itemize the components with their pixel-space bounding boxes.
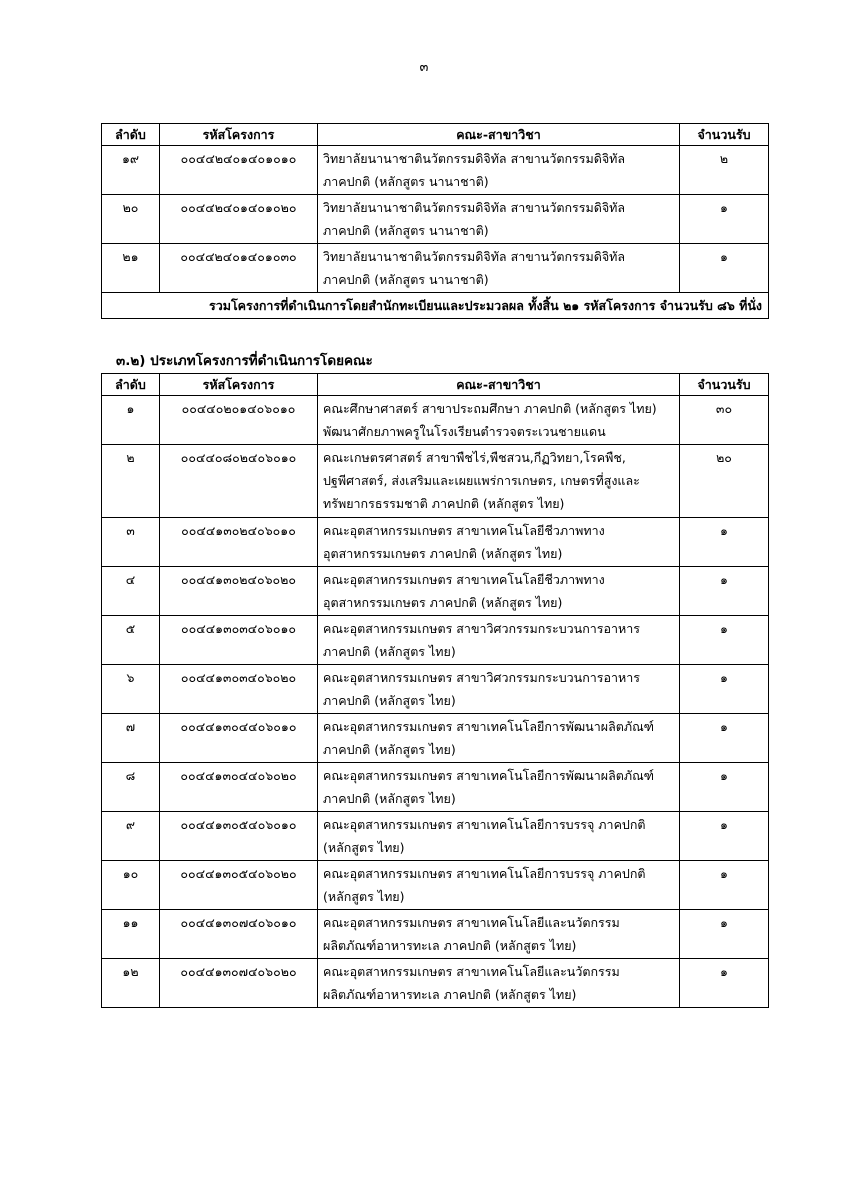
table-row <box>102 812 769 861</box>
description-line: คณะอุตสาหกรรมเกษตร สาขาเทคโนโลยีการบรรจุ ภาคปกติ <box>323 866 646 881</box>
description-line: ผลิตภัณฑ์อาหารทะเล ภาคปกติ (หลักสูตร ไทย) <box>323 987 577 1002</box>
row-seats: ๑ <box>680 763 769 812</box>
description-line: คณะอุตสาหกรรมเกษตร สาขาเทคโนโลยีและนวัตกรรม <box>323 964 620 979</box>
table-row <box>102 146 769 195</box>
row-order: ๒๐ <box>102 195 160 244</box>
header-faculty-major: คณะ-สาขาวิชา <box>318 124 680 146</box>
row-seats: ๑ <box>680 910 769 959</box>
row-order: ๘ <box>102 763 160 812</box>
table-row <box>102 665 769 714</box>
description-line: ทรัพยากรธรรมชาติ ภาคปกติ (หลักสูตร ไทย) <box>323 496 565 511</box>
row-order: ๑๙ <box>102 146 160 195</box>
total-summary: รวมโครงการที่ดำเนินการโดยสำนักทะเบียนและประมวลผล ทั้งสิ้น ๒๑ รหัสโครงการ จำนวนรับ ๘๖ ที่นั่ง <box>102 293 769 319</box>
description-line: อุตสาหกรรมเกษตร ภาคปกติ (หลักสูตร ไทย) <box>323 595 563 610</box>
table-row <box>102 763 769 812</box>
row-project-code: ๐๐๔๔๑๓๐๒๔๐๖๐๒๐ <box>160 567 318 616</box>
description-line: คณะอุตสาหกรรมเกษตร สาขาเทคโนโลยีการบรรจุ ภาคปกติ <box>323 817 646 832</box>
row-seats: ๑ <box>680 959 769 1008</box>
row-project-code: ๐๐๔๔๒๔๐๑๔๐๑๐๑๐ <box>160 146 318 195</box>
row-order: ๑ <box>102 396 160 445</box>
description-line: (หลักสูตร ไทย) <box>323 889 405 904</box>
table-row <box>102 616 769 665</box>
row-faculty-major <box>318 665 680 714</box>
total-row <box>102 293 769 319</box>
row-faculty-major <box>318 861 680 910</box>
description-line: คณะอุตสาหกรรมเกษตร สาขาเทคโนโลยีชีวภาพทาง <box>323 523 605 538</box>
row-order: ๔ <box>102 567 160 616</box>
row-project-code: ๐๐๔๔๑๓๐๕๔๐๖๐๒๐ <box>160 861 318 910</box>
row-project-code: ๐๐๔๔๑๓๐๓๔๐๖๐๒๐ <box>160 665 318 714</box>
row-order: ๙ <box>102 812 160 861</box>
description-line: ภาคปกติ (หลักสูตร ไทย) <box>323 791 456 806</box>
description-line: วิทยาลัยนานาชาตินวัตกรรมดิจิทัล สาขานวัตกรรมดิจิทัล <box>323 249 626 264</box>
row-order: ๒ <box>102 445 160 518</box>
row-seats: ๑ <box>680 861 769 910</box>
row-order: ๒๑ <box>102 244 160 293</box>
description-line: ภาคปกติ (หลักสูตร ไทย) <box>323 742 456 757</box>
row-faculty-major <box>318 445 680 518</box>
description-line: ภาคปกติ (หลักสูตร นานาชาติ) <box>323 174 489 189</box>
row-project-code: ๐๐๔๔๑๓๐๔๔๐๖๐๒๐ <box>160 763 318 812</box>
header-faculty-major: คณะ-สาขาวิชา <box>318 374 680 396</box>
table-row <box>102 518 769 567</box>
row-faculty-major <box>318 567 680 616</box>
description-line: ภาคปกติ (หลักสูตร นานาชาติ) <box>323 272 489 287</box>
description-line: ภาคปกติ (หลักสูตร ไทย) <box>323 693 456 708</box>
page-number: ๓ <box>419 60 429 75</box>
description-line: อุตสาหกรรมเกษตร ภาคปกติ (หลักสูตร ไทย) <box>323 546 563 561</box>
header-seats: จำนวนรับ <box>680 124 769 146</box>
description-line: คณะศึกษาศาสตร์ สาขาประถมศึกษา ภาคปกติ (หลักสูตร ไทย) <box>323 401 657 416</box>
table-header-row <box>102 124 769 146</box>
row-project-code: ๐๐๔๔๑๓๐๗๔๐๖๐๒๐ <box>160 959 318 1008</box>
row-project-code: ๐๐๔๔๐๘๐๒๔๐๖๐๑๐ <box>160 445 318 518</box>
projects-table-registrar <box>101 123 769 319</box>
row-faculty-major <box>318 518 680 567</box>
row-project-code: ๐๐๔๔๒๔๐๑๔๐๑๐๓๐ <box>160 244 318 293</box>
row-faculty-major <box>318 195 680 244</box>
row-seats: ๑ <box>680 616 769 665</box>
row-faculty-major <box>318 763 680 812</box>
description-line: วิทยาลัยนานาชาตินวัตกรรมดิจิทัล สาขานวัตกรรมดิจิทัล <box>323 151 626 166</box>
row-seats: ๒ <box>680 146 769 195</box>
description-line: (หลักสูตร ไทย) <box>323 840 405 855</box>
row-faculty-major <box>318 959 680 1008</box>
description-line: คณะอุตสาหกรรมเกษตร สาขาวิศวกรรมกระบวนการอาหาร <box>323 621 641 636</box>
row-order: ๖ <box>102 665 160 714</box>
row-order: ๓ <box>102 518 160 567</box>
row-project-code: ๐๐๔๔๑๓๐๗๔๐๖๐๑๐ <box>160 910 318 959</box>
row-project-code: ๐๐๔๔๒๔๐๑๔๐๑๐๒๐ <box>160 195 318 244</box>
row-seats: ๑ <box>680 518 769 567</box>
header-project-code: รหัสโครงการ <box>160 374 318 396</box>
row-seats: ๑ <box>680 714 769 763</box>
row-project-code: ๐๐๔๔๑๓๐๓๔๐๖๐๑๐ <box>160 616 318 665</box>
row-seats: ๑ <box>680 812 769 861</box>
row-faculty-major <box>318 714 680 763</box>
description-line: พัฒนาศักยภาพครูในโรงเรียนตำรวจตระเวนชายแดน <box>323 424 606 439</box>
description-line: คณะอุตสาหกรรมเกษตร สาขาเทคโนโลยีและนวัตกรรม <box>323 915 620 930</box>
table-row <box>102 567 769 616</box>
table-row <box>102 195 769 244</box>
row-seats: ๑ <box>680 244 769 293</box>
row-project-code: ๐๐๔๔๑๓๐๔๔๐๖๐๑๐ <box>160 714 318 763</box>
row-faculty-major <box>318 396 680 445</box>
table-row <box>102 396 769 445</box>
row-order: ๗ <box>102 714 160 763</box>
row-faculty-major <box>318 244 680 293</box>
row-project-code: ๐๐๔๔๐๒๐๑๔๐๖๐๑๐ <box>160 396 318 445</box>
row-faculty-major <box>318 616 680 665</box>
table-header-row <box>102 374 769 396</box>
row-seats: ๑ <box>680 195 769 244</box>
row-project-code: ๐๐๔๔๑๓๐๕๔๐๖๐๑๐ <box>160 812 318 861</box>
header-order: ลำดับ <box>102 374 160 396</box>
row-faculty-major <box>318 910 680 959</box>
header-order: ลำดับ <box>102 124 160 146</box>
description-line: คณะอุตสาหกรรมเกษตร สาขาวิศวกรรมกระบวนการอาหาร <box>323 670 641 685</box>
table-row <box>102 861 769 910</box>
description-line: คณะเกษตรศาสตร์ สาขาพืชไร่,พืชสวน,กีฏวิทยา,โรคพืช, <box>323 450 626 465</box>
description-line: คณะอุตสาหกรรมเกษตร สาขาเทคโนโลยีการพัฒนาผลิตภัณฑ์ <box>323 768 655 783</box>
section-heading: ๓.๒) ประเภทโครงการที่ดำเนินการโดยคณะ <box>116 353 373 369</box>
row-faculty-major <box>318 146 680 195</box>
row-seats: ๒๐ <box>680 445 769 518</box>
description-line: คณะอุตสาหกรรมเกษตร สาขาเทคโนโลยีการพัฒนาผลิตภัณฑ์ <box>323 719 655 734</box>
table-row <box>102 244 769 293</box>
table-row <box>102 445 769 518</box>
description-line: ภาคปกติ (หลักสูตร นานาชาติ) <box>323 223 489 238</box>
table-row <box>102 959 769 1008</box>
description-line: วิทยาลัยนานาชาตินวัตกรรมดิจิทัล สาขานวัตกรรมดิจิทัล <box>323 200 626 215</box>
row-order: ๑๐ <box>102 861 160 910</box>
row-order: ๑๑ <box>102 910 160 959</box>
row-faculty-major <box>318 812 680 861</box>
description-line: ภาคปกติ (หลักสูตร ไทย) <box>323 644 456 659</box>
row-seats: ๑ <box>680 567 769 616</box>
projects-table-faculty <box>101 373 769 1008</box>
table-row <box>102 910 769 959</box>
table-row <box>102 714 769 763</box>
row-order: ๕ <box>102 616 160 665</box>
row-seats: ๓๐ <box>680 396 769 445</box>
description-line: ผลิตภัณฑ์อาหารทะเล ภาคปกติ (หลักสูตร ไทย) <box>323 938 577 953</box>
header-seats: จำนวนรับ <box>680 374 769 396</box>
row-seats: ๑ <box>680 665 769 714</box>
row-project-code: ๐๐๔๔๑๓๐๒๔๐๖๐๑๐ <box>160 518 318 567</box>
header-project-code: รหัสโครงการ <box>160 124 318 146</box>
description-line: คณะอุตสาหกรรมเกษตร สาขาเทคโนโลยีชีวภาพทาง <box>323 572 605 587</box>
row-order: ๑๒ <box>102 959 160 1008</box>
description-line: ปฐพีศาสตร์, ส่งเสริมและเผยแพร่การเกษตร, เกษตรที่สูงและ <box>323 473 640 488</box>
